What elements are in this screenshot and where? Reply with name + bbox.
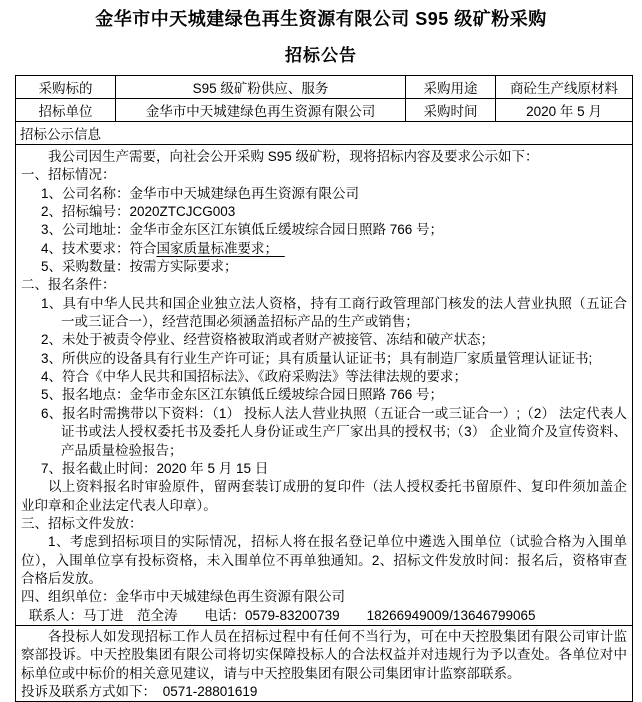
- document-title: 金华市中天城建绿色再生资源有限公司 S95 级矿粉采购: [95, 9, 547, 29]
- tender-info-table: [15, 75, 633, 702]
- text-run: 5、采购数量：按需方实际要求；: [41, 259, 238, 275]
- paragraph: [21, 478, 627, 515]
- paragraph: [21, 460, 627, 478]
- text-run: 7、报名截止时间：2020 年 5 月 15 日: [41, 460, 269, 476]
- text-run: 2、招标编号：2020ZTCJCG003: [41, 204, 236, 220]
- section-header-announcement-info: 招标公示信息: [16, 122, 633, 145]
- paragraph: [21, 203, 627, 221]
- table-row-body: [16, 145, 633, 626]
- paragraph: [21, 515, 627, 533]
- paragraph: [21, 588, 627, 606]
- text-run: 投诉及联系方式如下： 0571-28801619: [21, 683, 258, 699]
- text-run: 5、报名地点：金华市金东区江东镇低丘缓坡综合园日照路 766 号；: [41, 387, 444, 403]
- cell-purchase-time-label: 采购时间: [406, 99, 496, 122]
- text-run: 4、符合《中华人民共和国招标法》、《政府采购法》等法律法规的要求；: [41, 369, 468, 385]
- paragraph: [21, 295, 627, 332]
- paragraph: [21, 240, 627, 258]
- cell-purchase-time-value: 2020 年 5 月: [496, 99, 633, 122]
- cell-purchase-subject-label: 采购标的: [16, 76, 116, 99]
- paragraph: [21, 350, 627, 368]
- text-run: 1、考虑到招标项目的实际情况，招标人将在报名登记单位中遴选入围单位（试验合格为入围单位），入围单位享有投标资格，未入围单位不再单独通知。2、招标文件发放时间：报名后，资格审查合格后发放。: [21, 534, 627, 586]
- text-run: 1、具有中华人民共和国企业独立法人资格，持有工商行政管理部门核发的法人营业执照（五证合一或三证合一），经营范围必须涵盖招标产品的生产或销售；: [41, 295, 627, 330]
- text-run: 四、组织单位：金华市中天城建绿色再生资源有限公司: [21, 589, 345, 605]
- paragraph: [21, 683, 627, 701]
- paragraph: [21, 276, 627, 294]
- paragraph: [21, 405, 627, 460]
- paragraph: [21, 368, 627, 386]
- cell-bid-unit-value: 金华市中天城建绿色再生资源有限公司: [116, 99, 406, 122]
- text-run: 3、公司地址：金华市金东区江东镇低丘缓坡综合园日照路 766 号；: [41, 222, 444, 238]
- paragraph: [21, 258, 627, 276]
- text-run: 各投标人如发现招标工作人员在招标过程中有任何不当行为，可在中天控股集团有限公司审计监察部投诉。中天控股集团有限公司将切实保障投标人的合法权益并对违规行为予以查处。各单位对中标单位或中标价的相关意见建议，请与中天控股集团有限公司集团审计监察部联系。: [21, 628, 627, 681]
- text-run: 三、招标文件发放：: [21, 515, 143, 531]
- text-run: 一、招标情况：: [21, 167, 116, 183]
- paragraph: [21, 331, 627, 349]
- paragraph: [21, 386, 627, 404]
- paragraph: [21, 148, 627, 166]
- complaint-paragraphs: [21, 628, 627, 701]
- text-run: 二、报名条件：: [21, 277, 116, 293]
- paragraph: [21, 628, 627, 683]
- announcement-body-paragraphs: [21, 148, 627, 625]
- text-run: 我公司因生产需要，向社会公开采购 S95 级矿粉，现将招标内容及要求公示如下：: [48, 149, 539, 164]
- paragraph: [21, 533, 627, 588]
- text-run: 4、技术要求：符合: [41, 240, 157, 256]
- announcement-body-cell: [16, 145, 633, 626]
- underlined-text: 国家质量标准要求；: [156, 240, 285, 256]
- cell-purchase-use-value: 商砼生产线原材料: [496, 76, 633, 99]
- paragraph: [21, 166, 627, 184]
- paragraph: [21, 221, 627, 239]
- cell-purchase-subject-value: S95 级矿粉供应、服务: [116, 76, 406, 99]
- text-run: 2、未处于被责令停业、经营资格被取消或者财产被接管、冻结和破产状态；: [41, 332, 495, 348]
- table-row-footer: [16, 625, 633, 701]
- text-run: 3、所供应的设备具有行业生产许可证；具有质量认证证书；具有制造厂家质量管理认证证书;: [41, 350, 593, 366]
- complaint-section-cell: [16, 625, 633, 701]
- text-run: 1、公司名称：金华市中天城建绿色再生资源有限公司: [41, 185, 360, 201]
- text-run: 6、报名时需携带以下资料：（1） 投标人法人营业执照（五证合一或三证合一）;（2） 法定代表人证书或法人授权委托书及委托人身份证或生产厂家出具的授权书;（3） 企业简介及宣传资料、产品质量检验报告；: [41, 405, 627, 458]
- cell-bid-unit-label: 招标单位: [16, 99, 116, 122]
- table-row-bid-unit: [16, 99, 633, 122]
- cell-purchase-use-label: 采购用途: [406, 76, 496, 99]
- text-run: 联系人：马丁进 范全涛 电话：0579-83200739 18266949009/13646799065: [29, 607, 536, 623]
- table-row-purchase-subject: [16, 76, 633, 99]
- text-run: 以上资料报名时审验原件，留两套装订成册的复印件（法人授权委托书留原件、复印件须加盖企业印章和企业法定代表人印章）。: [21, 479, 627, 513]
- table-row-section-header: [16, 122, 633, 145]
- paragraph: [21, 607, 627, 625]
- document-subtitle: 招标公告: [285, 46, 357, 65]
- paragraph: [21, 185, 627, 203]
